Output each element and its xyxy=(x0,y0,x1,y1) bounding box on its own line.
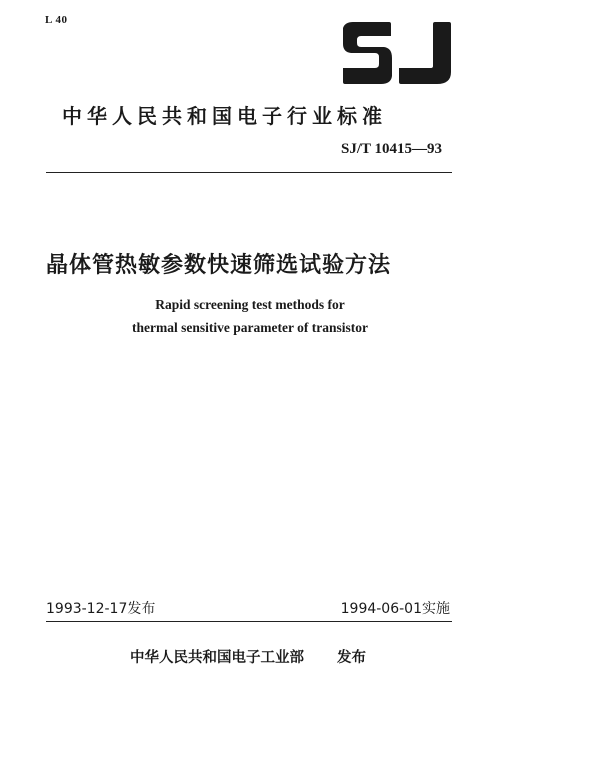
issuer-action: 发布 xyxy=(337,650,366,666)
document-title-en-line1: Rapid screening test methods for xyxy=(155,297,345,312)
classification-code: L 40 xyxy=(45,14,68,26)
sj-logo xyxy=(341,22,453,84)
document-title-en-line2: thermal sensitive parameter of transistor xyxy=(132,320,368,335)
issuing-authority: 中华人民共和国电子工业部 xyxy=(130,650,304,666)
issue-date: 1993-12-17发布 xyxy=(46,601,156,617)
standard-category: 中华人民共和国电子行业标准 xyxy=(62,104,387,128)
document-title-en xyxy=(100,293,400,339)
document-title-zh: 晶体管热敏参数快速筛选试验方法 xyxy=(46,253,392,278)
standard-number: SJ/T 10415—93 xyxy=(341,141,442,157)
top-divider xyxy=(46,172,452,173)
bottom-divider xyxy=(46,621,452,622)
implementation-date: 1994-06-01实施 xyxy=(340,601,450,617)
sj-logo-graphic xyxy=(341,22,453,84)
